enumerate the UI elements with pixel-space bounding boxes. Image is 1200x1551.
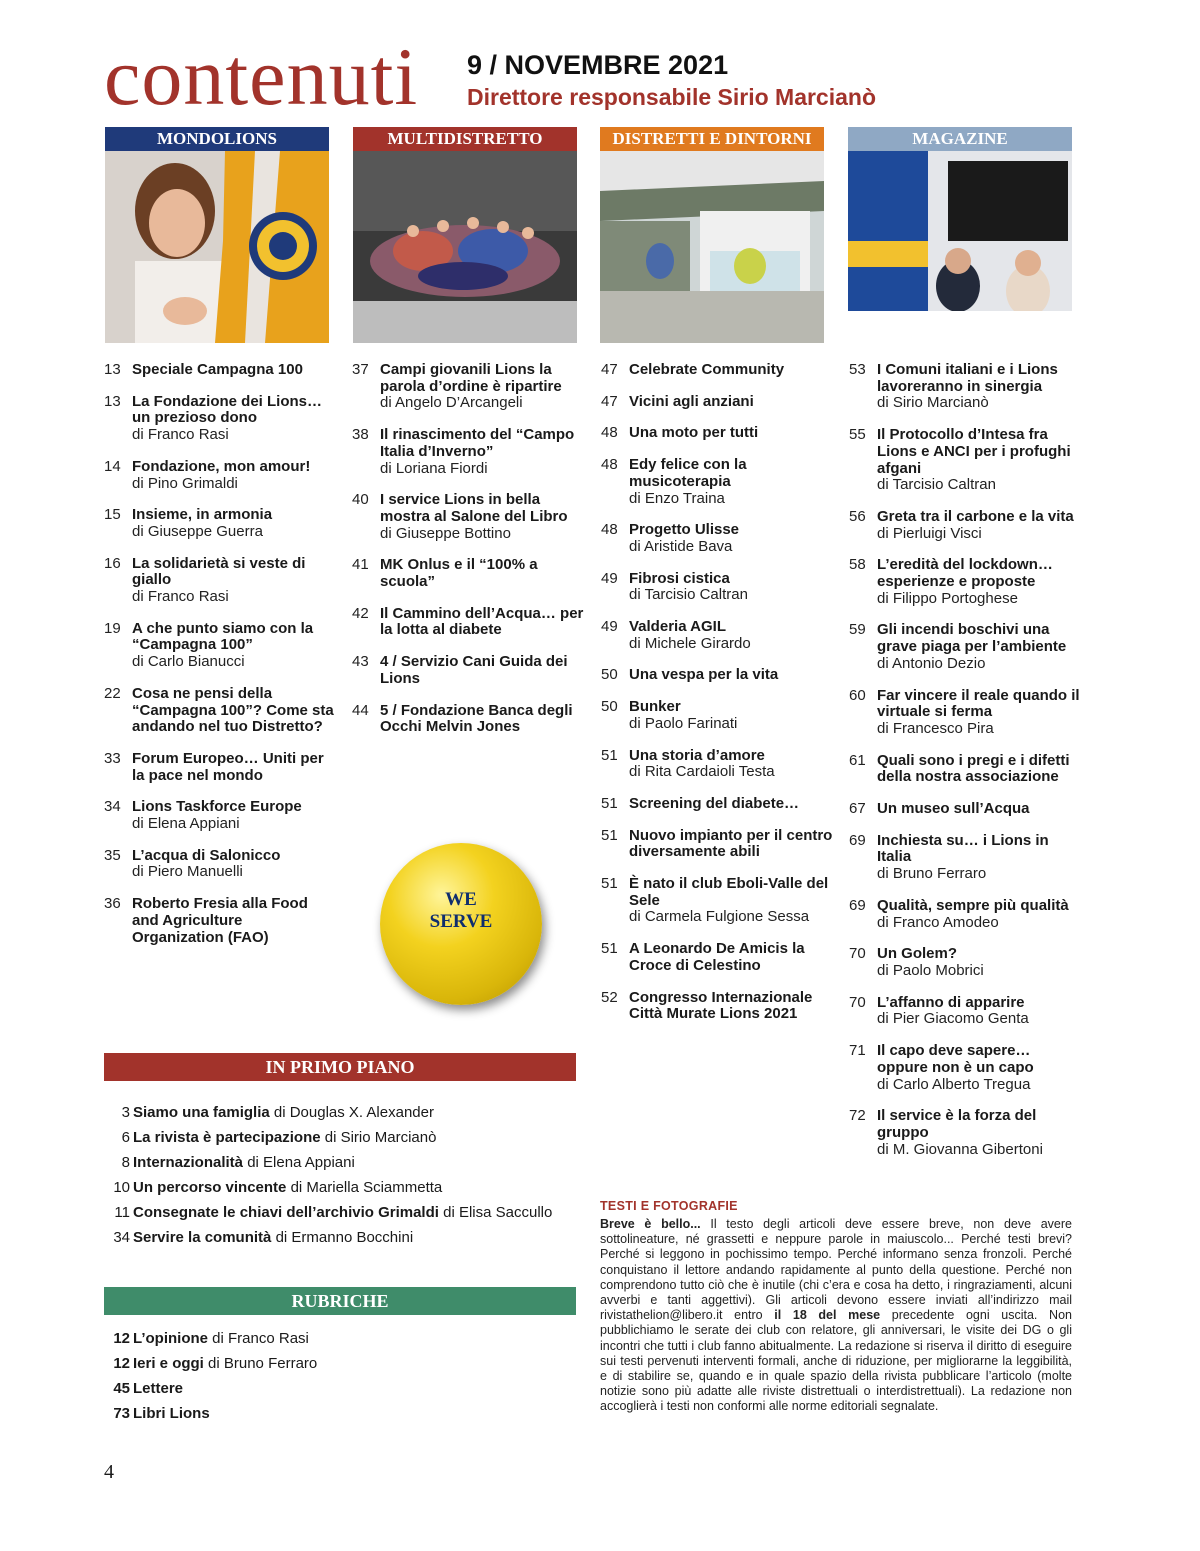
toc-page-number: 14 (104, 457, 121, 475)
entry-title: Servire la comunità (133, 1229, 272, 1246)
section-mondolions (105, 127, 329, 343)
toc-entry[interactable] (849, 1043, 1081, 1093)
toc-column-distretti (601, 362, 833, 1038)
toc-entry[interactable] (352, 427, 584, 477)
toc-page-number: 47 (601, 392, 618, 410)
toc-entry[interactable] (849, 753, 1081, 786)
entry-title: Lettere (133, 1380, 184, 1397)
entry-page-number: 6 (121, 1129, 130, 1146)
toc-title: Il Protocollo d’Intesa fra Lions e ANCI per i profughi afgani (877, 426, 1071, 477)
entry-page-number: 8 (121, 1154, 130, 1171)
toc-title: La Fondazione dei Lions… un prezioso dono (132, 392, 323, 427)
toc-page-number: 33 (104, 749, 121, 767)
toc-page-number: 72 (849, 1107, 866, 1125)
toc-page-number: 37 (352, 361, 369, 378)
entry-author: di Sirio Marcianò (324, 1129, 437, 1146)
toc-page-number: 55 (849, 426, 866, 444)
entry-title: Siamo una famiglia (133, 1104, 270, 1121)
toc-entry[interactable] (601, 941, 833, 974)
toc-page-number: 69 (849, 896, 866, 914)
issue-date: 9 / NOVEMBRE 2021 (467, 50, 729, 80)
toc-author: di Tarcisio Caltran (629, 586, 748, 604)
testi-text-b: precedente ogni uscita. Non pubblichiamo le serate dei club con relatore, gli anniversari, le visite dei DG o gli incontri che tutti i club fanno abitualmente. La redazione si riserva il diritto di eseguire sui testi pervenuti interventi formali, anche di riduzione, per migliorarne la leggibilità, e di stabilire se, quando e in quale spazio della rivista pubblicare l’articolo (molte notizie sono più adatte alle riviste distrettuali o interdistrettuali). La redazione non accoglierà i testi non conformi alle norme editoriali segnalate. (600, 1308, 1072, 1414)
toc-page-number: 51 (601, 746, 618, 764)
toc-page-number: 34 (104, 798, 121, 816)
toc-author: di Filippo Portoghese (877, 589, 1018, 607)
toc-column-multidistretto (352, 362, 584, 751)
toc-title: Gli incendi boschivi una grave piaga per l’ambiente (877, 621, 1067, 656)
toc-title: Celebrate Community (629, 361, 785, 378)
toc-page-number: 13 (104, 361, 121, 378)
toc-title: Cosa ne pensi della “Campagna 100”? Come sta andando nel tuo Distretto? (132, 684, 334, 736)
toc-entry[interactable] (104, 686, 336, 736)
toc-entry[interactable] (104, 848, 336, 881)
toc-page-number: 19 (104, 619, 121, 637)
toc-title: Greta tra il carbone e la vita (877, 507, 1074, 525)
toc-title: Un museo sull’Acqua (877, 800, 1030, 818)
entry-page-number: 11 (114, 1204, 130, 1221)
toc-entry[interactable] (104, 556, 336, 606)
toc-entry[interactable] (601, 667, 833, 684)
toc-author: di Bruno Ferraro (877, 865, 987, 883)
testi-text-a: Il testo degli articoli deve essere breve, non deve avere sottolineature, né grassetti e neppure parole in maiuscolo... Perché testi brevi? Perché si leggono in pochissimo tempo. Perché informano senza fronzoli. Perché conquistano il lettore andando rapidamente al punto della questione. Perché non comprendono tutto ciò che è inutile (chi c’era e cosa ha detto, i ringraziamenti, alcuni avverbi e tanti aggettivi). Gli articoli devono essere inviati all’indirizzo mail rivistathelion@libero.it entro (600, 1217, 1072, 1323)
primo_piano-entry[interactable] (104, 1229, 413, 1247)
toc-entry[interactable] (104, 751, 336, 784)
toc-page-number: 22 (104, 684, 121, 702)
toc-title: I service Lions in bella mostra al Salone del Libro (380, 491, 568, 525)
toc-author: di Antonio Dezio (877, 654, 986, 672)
toc-author: di Giuseppe Bottino (380, 524, 511, 542)
toc-page-number: 49 (601, 569, 618, 587)
toc-entry[interactable] (849, 362, 1081, 412)
entry-author: di Franco Rasi (212, 1330, 309, 1347)
section-magazine (848, 127, 1072, 343)
toc-entry[interactable] (601, 748, 833, 781)
masthead-title: contenuti (104, 31, 419, 122)
toc-title: Congresso Internazionale Città Murate Lions 2021 (629, 988, 813, 1023)
we-serve-badge (380, 843, 542, 1005)
entry-title: L’opinione (133, 1330, 208, 1347)
toc-author: di Paolo Farinati (629, 714, 738, 732)
photo-conference-table (848, 151, 1072, 343)
toc-entry[interactable] (352, 654, 584, 687)
toc-author: di Aristide Bava (629, 537, 733, 555)
toc-page-number: 16 (104, 554, 121, 572)
entry-title: Ieri e oggi (133, 1355, 204, 1372)
entry-title: Libri Lions (133, 1405, 210, 1422)
toc-page-number: 48 (601, 521, 618, 539)
toc-entry[interactable] (104, 621, 336, 671)
toc-page-number: 36 (104, 895, 121, 913)
toc-page-number: 51 (601, 826, 618, 844)
director-line: Direttore responsabile Sirio Marcianò (467, 84, 877, 110)
rubriche-bar: RUBRICHE (104, 1287, 576, 1315)
toc-entry[interactable] (601, 828, 833, 861)
toc-entry[interactable] (849, 427, 1081, 494)
toc-entry[interactable] (104, 507, 336, 540)
toc-author: di Carmela Fulgione Sessa (629, 908, 810, 926)
primo_piano-entry[interactable] (104, 1104, 434, 1122)
toc-entry[interactable] (352, 557, 584, 590)
toc-author: di Paolo Mobrici (877, 961, 984, 979)
toc-title: MK Onlus e il “100% a scuola” (380, 556, 538, 591)
toc-page-number: 70 (849, 993, 866, 1011)
toc-page-number: 15 (104, 506, 121, 524)
toc-title: Screening del diabete… (629, 794, 800, 812)
toc-title: L’eredità del lockdown… esperienze e proposte (877, 556, 1053, 591)
toc-entry[interactable] (352, 606, 584, 639)
toc-author: di Rita Cardaioli Testa (629, 763, 775, 781)
toc-author: di Pino Grimaldi (132, 474, 238, 492)
toc-title: Far vincere il reale quando il virtuale si ferma (877, 686, 1080, 721)
toc-title: Quali sono i pregi e i difetti della nostra associazione (877, 751, 1070, 786)
entry-page-number: 3 (121, 1104, 130, 1121)
toc-entry[interactable] (601, 990, 833, 1023)
toc-page-number: 43 (352, 653, 369, 671)
section-distretti (600, 127, 824, 343)
photo-screening-tent (600, 151, 824, 343)
toc-author: di Franco Rasi (132, 588, 229, 606)
toc-author: di Sirio Marcianò (877, 394, 989, 412)
toc-author: di Pierluigi Visci (877, 524, 982, 542)
toc-title: Valderia AGIL (629, 618, 726, 636)
toc-title: Una moto per tutti (629, 424, 759, 442)
toc-title: Il Cammino dell’Acqua… per la lotta al diabete (380, 604, 584, 639)
toc-title: Fibrosi cistica (629, 569, 730, 587)
toc-title: La solidarietà si veste di giallo (132, 554, 306, 589)
toc-entry[interactable] (849, 946, 1081, 979)
toc-author: di Tarcisio Caltran (877, 476, 996, 494)
entry-page-number: 45 (113, 1380, 130, 1397)
toc-author: di Carlo Alberto Tregua (877, 1075, 1031, 1093)
toc-entry[interactable] (601, 876, 833, 926)
toc-author: di Loriana Fiordi (380, 459, 488, 477)
toc-entry[interactable] (601, 522, 833, 555)
section-label: MONDOLIONS (105, 127, 329, 151)
toc-title: Qualità, sempre più qualità (877, 896, 1069, 914)
toc-author: di Franco Amodeo (877, 913, 999, 931)
toc-page-number: 56 (849, 507, 866, 525)
toc-entry[interactable] (601, 394, 833, 411)
toc-entry[interactable] (352, 492, 584, 542)
toc-title: Il rinascimento del “Campo Italia d’Inverno” (380, 426, 575, 460)
entry-page-number: 73 (113, 1405, 130, 1422)
toc-entry[interactable] (849, 557, 1081, 607)
toc-title: Bunker (629, 698, 681, 716)
entry-title: La rivista è partecipazione (133, 1129, 321, 1146)
toc-author: di Carlo Bianucci (132, 653, 245, 671)
entry-author: di Bruno Ferraro (208, 1355, 318, 1372)
we-serve-line1: WE (445, 889, 477, 910)
toc-entry[interactable] (104, 799, 336, 832)
toc-page-number: 60 (849, 686, 866, 704)
entry-page-number: 10 (113, 1179, 130, 1196)
toc-page-number: 47 (601, 361, 618, 378)
toc-entry[interactable] (104, 459, 336, 492)
entry-author: di Elena Appiani (247, 1154, 355, 1171)
toc-entry[interactable] (849, 833, 1081, 883)
toc-entry[interactable] (601, 571, 833, 604)
testi-deadline: il 18 del mese (774, 1308, 881, 1323)
toc-page-number: 41 (352, 556, 369, 574)
toc-entry[interactable] (601, 425, 833, 442)
toc-title: Lions Taskforce Europe (132, 798, 302, 816)
toc-title: Speciale Campagna 100 (132, 361, 303, 378)
toc-title: I Comuni italiani e i Lions lavoreranno in sinergia (877, 361, 1058, 395)
section-label: MULTIDISTRETTO (353, 127, 577, 151)
toc-author: di Enzo Traina (629, 489, 725, 507)
toc-entry[interactable] (849, 1108, 1081, 1158)
toc-title: L’acqua di Salonicco (132, 846, 281, 864)
toc-author: di Franco Rasi (132, 426, 229, 444)
page-number: 4 (104, 1461, 114, 1483)
toc-entry[interactable] (104, 362, 336, 379)
we-serve-line2: SERVE (429, 911, 493, 932)
toc-page-number: 51 (601, 875, 618, 893)
toc-title: Insieme, in armonia (132, 506, 273, 524)
entry-author: di Elisa Saccullo (443, 1204, 553, 1221)
testi-lead: Breve è bello... (600, 1217, 701, 1231)
toc-page-number: 51 (601, 794, 618, 812)
toc-entry[interactable] (352, 362, 584, 412)
toc-page-number: 42 (352, 604, 369, 622)
toc-title: È nato il club Eboli-Valle del Sele (629, 875, 829, 909)
primo_piano-entry[interactable] (104, 1179, 442, 1197)
toc-title: A che punto siamo con la “Campagna 100” (132, 619, 314, 654)
toc-entry[interactable] (104, 896, 336, 946)
toc-entry[interactable] (601, 796, 833, 813)
toc-page-number: 61 (849, 751, 866, 769)
photo-youth-group (353, 151, 577, 343)
rubriche-entry[interactable] (104, 1355, 317, 1373)
primo_piano-entry[interactable] (104, 1129, 436, 1147)
toc-entry[interactable] (601, 699, 833, 732)
toc-title: Fondazione, mon amour! (132, 457, 311, 475)
toc-entry[interactable] (849, 688, 1081, 738)
entry-title: Internazionalità (133, 1154, 244, 1171)
toc-entry[interactable] (601, 362, 833, 379)
toc-page-number: 52 (601, 988, 618, 1006)
toc-page-number: 67 (849, 800, 866, 818)
toc-page-number: 48 (601, 456, 618, 474)
entry-author: di Douglas X. Alexander (273, 1104, 434, 1121)
toc-title: Vicini agli anziani (629, 392, 754, 410)
toc-entry[interactable] (352, 703, 584, 736)
toc-title: A Leonardo De Amicis la Croce di Celestino (629, 940, 805, 974)
toc-title: Campi giovanili Lions la parola d’ordine è ripartire (380, 361, 562, 395)
toc-entry[interactable] (849, 622, 1081, 672)
toc-title: Il service è la forza del gruppo (877, 1107, 1037, 1141)
toc-author: di Francesco Pira (877, 719, 994, 737)
toc-author: di M. Giovanna Gibertoni (877, 1140, 1043, 1158)
toc-author: di Angelo D’Arcangeli (380, 394, 523, 412)
toc-entry[interactable] (849, 801, 1081, 818)
toc-page-number: 38 (352, 426, 369, 444)
toc-entry[interactable] (601, 457, 833, 507)
toc-page-number: 44 (352, 701, 369, 719)
toc-page-number: 40 (352, 491, 369, 509)
testi-body (600, 1217, 1072, 1415)
toc-page-number: 70 (849, 945, 866, 963)
toc-title: Inchiesta su… i Lions in Italia (877, 831, 1049, 866)
section-multidistretto (353, 127, 577, 343)
toc-column-magazine (849, 362, 1081, 1173)
toc-author: di Pier Giacomo Genta (877, 1010, 1029, 1028)
entry-title: Un percorso vincente (133, 1179, 287, 1196)
rubriche-entry[interactable] (104, 1380, 183, 1398)
toc-page-number: 58 (849, 556, 866, 574)
rubriche-entry[interactable] (104, 1330, 309, 1348)
toc-page-number: 59 (849, 621, 866, 639)
primo_piano-entry[interactable] (104, 1204, 552, 1222)
toc-page-number: 35 (104, 846, 121, 864)
toc-title: Un Golem? (877, 945, 958, 963)
toc-title: Una vespa per la vita (629, 666, 779, 684)
toc-title: Il capo deve sapere… oppure non è un capo (877, 1042, 1034, 1076)
toc-page-number: 49 (601, 618, 618, 636)
toc-page-number: 71 (849, 1042, 866, 1060)
toc-entry[interactable] (104, 394, 336, 444)
toc-column-mondolions (104, 362, 336, 961)
toc-page-number: 53 (849, 361, 866, 378)
entry-author: di Mariella Sciammetta (290, 1179, 443, 1196)
entry-page-number: 12 (113, 1330, 130, 1347)
toc-author: di Elena Appiani (132, 815, 240, 833)
primo-piano-bar: IN PRIMO PIANO (104, 1053, 576, 1081)
toc-entry[interactable] (849, 898, 1081, 931)
toc-page-number: 48 (601, 424, 618, 442)
toc-title: L’affanno di apparire (877, 993, 1025, 1011)
toc-author: di Giuseppe Guerra (132, 522, 263, 540)
toc-entry[interactable] (601, 619, 833, 652)
toc-title: Nuovo impianto per il centro diversamente abili (629, 826, 833, 861)
toc-page-number: 13 (104, 392, 121, 410)
toc-entry[interactable] (849, 509, 1081, 542)
toc-page-number: 50 (601, 666, 618, 684)
photo-girl-lions-vest (105, 151, 329, 343)
toc-author: di Piero Manuelli (132, 863, 243, 881)
entry-author: di Ermanno Bocchini (275, 1229, 414, 1246)
toc-title: Una storia d’amore (629, 746, 765, 764)
toc-title: 5 / Fondazione Banca degli Occhi Melvin Jones (380, 701, 573, 736)
toc-entry[interactable] (849, 995, 1081, 1028)
section-label: DISTRETTI E DINTORNI (600, 127, 824, 151)
toc-page-number: 50 (601, 698, 618, 716)
entry-page-number: 34 (113, 1229, 130, 1246)
toc-page-number: 51 (601, 940, 618, 958)
toc-title: Roberto Fresia alla Food and Agriculture Organization (FAO) (132, 895, 308, 946)
entry-page-number: 12 (113, 1355, 130, 1372)
toc-author: di Michele Girardo (629, 634, 751, 652)
toc-title: Edy felice con la musicoterapia (629, 456, 747, 490)
rubriche-entry[interactable] (104, 1405, 210, 1423)
primo_piano-entry[interactable] (104, 1154, 355, 1172)
entry-title: Consegnate le chiavi dell’archivio Grimaldi (133, 1204, 439, 1221)
toc-page-number: 69 (849, 831, 866, 849)
toc-title: 4 / Servizio Cani Guida dei Lions (380, 653, 568, 687)
toc-title: Forum Europeo… Uniti per la pace nel mondo (132, 749, 324, 784)
testi-heading: TESTI E FOTOGRAFIE (600, 1199, 738, 1213)
toc-title: Progetto Ulisse (629, 521, 740, 539)
section-label: MAGAZINE (848, 127, 1072, 151)
